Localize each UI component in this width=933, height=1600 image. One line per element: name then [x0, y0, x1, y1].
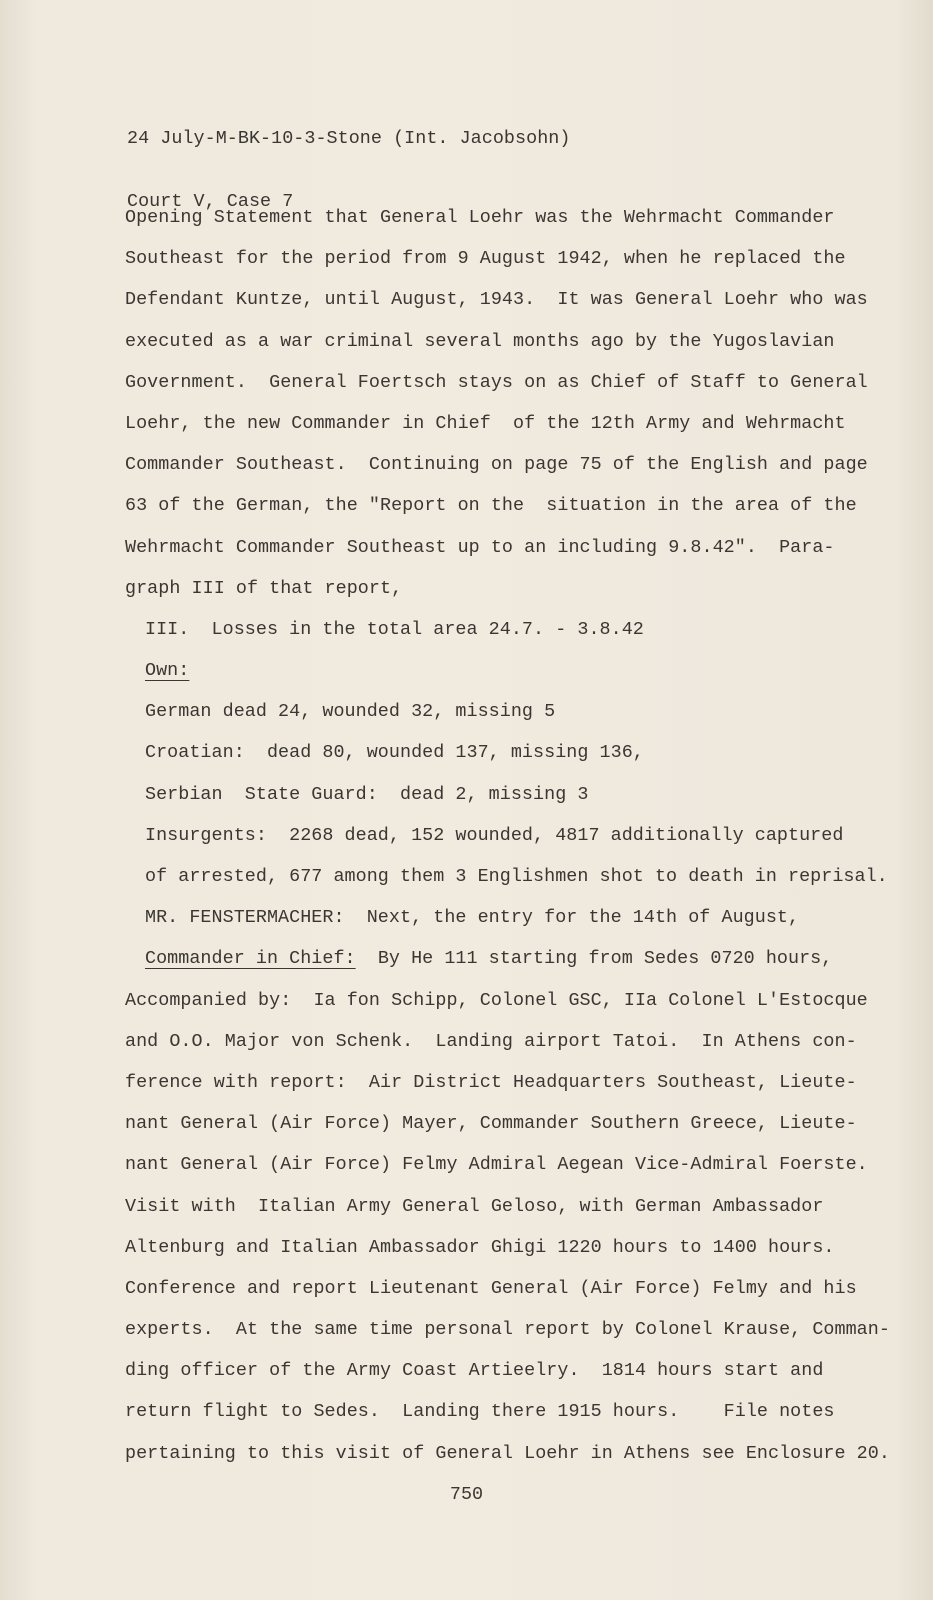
text-segment: Visit with Italian Army General Geloso, with German Ambassador: [125, 1195, 824, 1217]
text-line: [125, 1144, 890, 1185]
text-segment: Defendant Kuntze, until August, 1943. It was General Loehr who was: [125, 289, 868, 311]
text-line: [125, 856, 890, 897]
text-segment: MR. FENSTERMACHER: Next, the entry for the 14th of August,: [145, 907, 800, 929]
underlined-heading: Own:: [145, 660, 190, 682]
text-line: [125, 1227, 890, 1268]
text-line: [125, 1021, 890, 1062]
text-line: [125, 321, 890, 362]
text-line: [125, 609, 890, 650]
text-line: [125, 897, 890, 938]
text-segment: nant General (Air Force) Felmy Admiral Aegean Vice-Admiral Foerste.: [125, 1154, 868, 1176]
text-segment: Conference and report Lieutenant General (Air Force) Felmy and his: [125, 1277, 857, 1299]
text-segment: 63 of the German, the "Report on the situation in the area of the: [125, 495, 857, 517]
text-segment: of arrested, 677 among them 3 Englishmen shot to death in reprisal.: [145, 866, 888, 887]
underlined-heading: Commander in Chief:: [145, 948, 356, 970]
header-court-case: Court V, Case 7: [127, 191, 294, 212]
text-segment: Commander Southeast. Continuing on page 75 of the English and page: [125, 454, 868, 476]
text-segment: return flight to Sedes. Landing there 1915 hours. File notes: [125, 1401, 835, 1423]
text-line: [125, 732, 890, 773]
text-segment: Wehrmacht Commander Southeast up to an including 9.8.42". Para-: [125, 536, 835, 558]
text-line: [125, 980, 890, 1021]
text-segment: Accompanied by: Ia fon Schipp, Colonel GSC, IIa Colonel L'Estocque: [125, 989, 868, 1011]
text-segment: nant General (Air Force) Mayer, Commander Southern Greece, Lieute-: [125, 1113, 857, 1135]
text-line: [125, 197, 890, 238]
text-line: [125, 485, 890, 526]
header-reference: 24 July-M-BK-10-3-Stone (Int. Jacobsohn): [127, 128, 571, 149]
text-line: [125, 1186, 890, 1227]
text-segment: Southeast for the period from 9 August 1942, when he replaced the: [125, 248, 846, 270]
document-body: [125, 197, 890, 1474]
text-line: [125, 1309, 890, 1350]
text-segment: and O.O. Major von Schenk. Landing airport Tatoi. In Athens con-: [125, 1030, 857, 1052]
text-segment: By He 111 starting from Sedes 0720 hours,: [355, 948, 833, 970]
text-segment: III. Losses in the total area 24.7. - 3.8.42: [145, 618, 644, 640]
text-line: [125, 691, 890, 732]
text-segment: ding officer of the Army Coast Artieelry. 1814 hours start and: [125, 1360, 824, 1382]
text-segment: Serbian State Guard: dead 2, missing 3: [145, 783, 589, 805]
text-line: [125, 938, 890, 979]
text-segment: German dead 24, wounded 32, missing 5: [145, 701, 556, 723]
text-line: [125, 403, 890, 444]
text-line: [125, 279, 890, 320]
text-segment: Government. General Foertsch stays on as Chief of Staff to General: [125, 371, 868, 393]
text-segment: Altenburg and Italian Ambassador Ghigi 1220 hours to 1400 hours.: [125, 1236, 835, 1258]
text-line: [125, 1433, 890, 1474]
text-line: [125, 1062, 890, 1103]
text-line: [125, 815, 890, 856]
text-line: [125, 527, 890, 568]
text-line: [125, 238, 890, 279]
text-line: [125, 1350, 890, 1391]
text-line: [125, 362, 890, 403]
text-line: [125, 1391, 890, 1432]
page-number: 750: [449, 1484, 484, 1505]
text-segment: ference with report: Air District Headquarters Southeast, Lieute-: [125, 1071, 857, 1093]
text-segment: Opening Statement that General Loehr was the Wehrmacht Commander: [125, 207, 835, 228]
text-segment: executed as a war criminal several months ago by the Yugoslavian: [125, 330, 835, 352]
text-line: [125, 568, 890, 609]
text-segment: pertaining to this visit of General Loehr in Athens see Enclosure 20.: [125, 1442, 890, 1464]
text-segment: Insurgents: 2268 dead, 152 wounded, 4817 additionally captured: [145, 824, 844, 846]
text-segment: graph III of that report,: [125, 577, 403, 599]
text-segment: experts. At the same time personal report by Colonel Krause, Comman-: [125, 1319, 890, 1341]
text-line: [125, 774, 890, 815]
text-line: [125, 1268, 890, 1309]
text-line: [125, 444, 890, 485]
text-segment: Croatian: dead 80, wounded 137, missing 136,: [145, 742, 644, 764]
text-line: [125, 650, 890, 691]
text-line: [125, 1103, 890, 1144]
text-segment: Loehr, the new Commander in Chief of the 12th Army and Wehrmacht: [125, 412, 846, 434]
